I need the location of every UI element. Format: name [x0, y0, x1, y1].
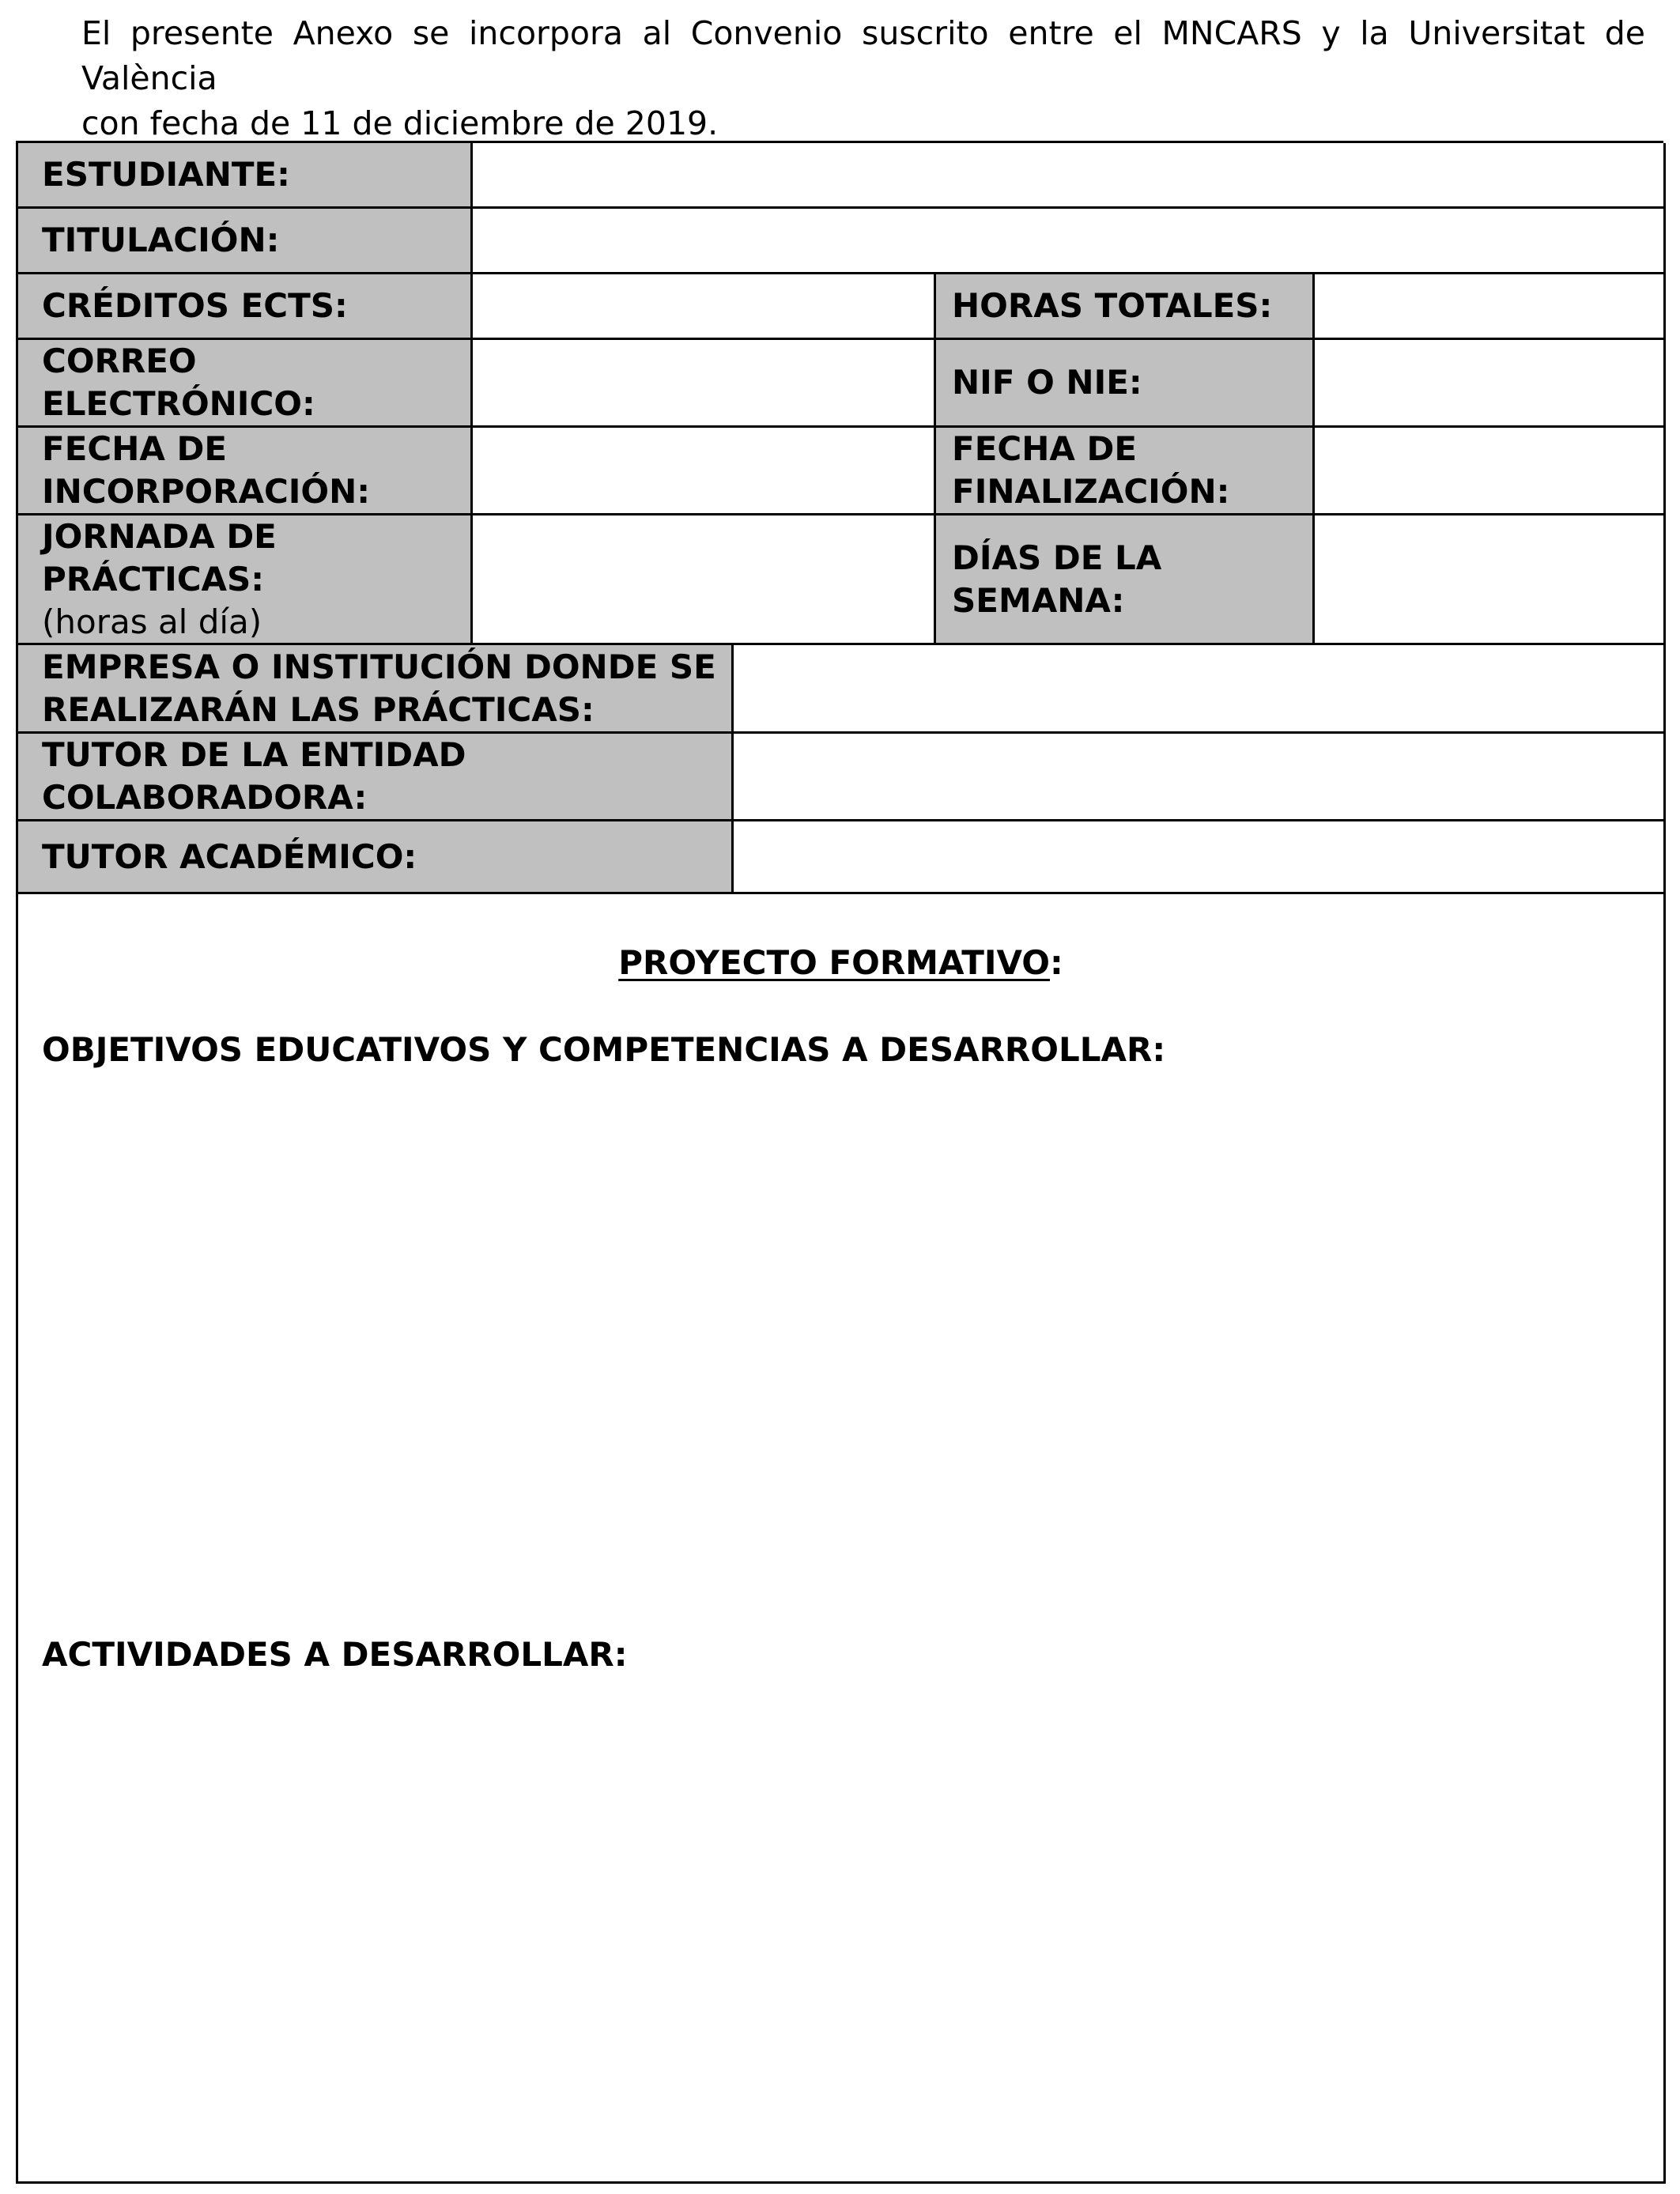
proyecto-formativo-title-text: PROYECTO FORMATIVO: [618, 943, 1050, 982]
nif-label-text: NIF O NIE:: [952, 363, 1142, 402]
fecha-finalizacion-field[interactable]: [1315, 428, 1666, 515]
horas-totales-label: [936, 274, 1315, 340]
jornada-label-note: (horas al día): [42, 602, 262, 641]
creditos-label: [18, 274, 473, 340]
practicas-form-table: [16, 141, 1663, 2184]
fecha-finalizacion-label-line-1: FECHA DE: [952, 429, 1138, 468]
tutor-entidad-field[interactable]: [734, 734, 1666, 821]
jornada-label-line-1: JORNADA DE: [42, 516, 277, 556]
fecha-incorporacion-field[interactable]: [473, 428, 936, 515]
objetivos-heading: OBJETIVOS EDUCATIVOS Y COMPETENCIAS A DESARROLLAR:: [42, 1030, 1166, 1069]
intro-paragraph: [81, 11, 1645, 146]
creditos-label-text: CRÉDITOS ECTS:: [42, 286, 348, 325]
proyecto-formativo-title: [18, 942, 1663, 984]
empresa-field[interactable]: [734, 645, 1666, 734]
tutor-entidad-label: [18, 734, 734, 821]
empresa-label-line-1: EMPRESA O INSTITUCIÓN DONDE SE: [42, 647, 716, 686]
tutor-entidad-label-line-1: TUTOR DE LA ENTIDAD: [42, 735, 466, 774]
tutor-academico-label: [18, 821, 734, 894]
titulacion-field[interactable]: [473, 209, 1666, 274]
titulacion-label: [18, 209, 473, 274]
jornada-label-line-2: PRÁCTICAS:: [42, 559, 265, 599]
correo-label: [18, 340, 473, 428]
dias-semana-label-line-1: DÍAS DE LA: [952, 538, 1162, 577]
proyecto-formativo-title-colon: :: [1049, 943, 1063, 982]
correo-label-line-1: CORREO: [42, 342, 197, 380]
fecha-finalizacion-label-line-2: FINALIZACIÓN:: [952, 472, 1230, 511]
proyecto-formativo-section[interactable]: [18, 894, 1666, 2184]
nif-field[interactable]: [1315, 340, 1666, 428]
intro-line-2: con fecha de 11 de diciembre de 2019.: [81, 104, 719, 142]
fecha-incorporacion-label-line-2: INCORPORACIÓN:: [42, 472, 371, 511]
jornada-label: [18, 515, 473, 645]
horas-totales-field[interactable]: [1315, 274, 1666, 340]
correo-field[interactable]: [473, 340, 936, 428]
intro-line-1: El presente Anexo se incorpora al Convenio suscrito entre el MNCARS y la Universitat de València: [81, 14, 1645, 97]
actividades-heading: ACTIVIDADES A DESARROLLAR:: [42, 1635, 628, 1674]
jornada-field[interactable]: [473, 515, 936, 645]
fecha-finalizacion-label: [936, 428, 1315, 515]
estudiante-label-text: ESTUDIANTE:: [42, 155, 290, 194]
tutor-entidad-label-line-2: COLABORADORA:: [42, 778, 368, 817]
tutor-academico-label-text: TUTOR ACADÉMICO:: [42, 836, 417, 876]
creditos-field[interactable]: [473, 274, 936, 340]
horas-totales-label-text: HORAS TOTALES:: [952, 286, 1273, 325]
estudiante-field[interactable]: [473, 143, 1666, 209]
fecha-incorporacion-label-line-1: FECHA DE: [42, 429, 228, 468]
empresa-label-line-2: REALIZARÁN LAS PRÁCTICAS:: [42, 689, 595, 729]
dias-semana-label-line-2: SEMANA:: [952, 580, 1125, 620]
fecha-incorporacion-label: [18, 428, 473, 515]
titulacion-label-text: TITULACIÓN:: [42, 221, 280, 259]
dias-semana-label: [936, 515, 1315, 645]
nif-label: [936, 340, 1315, 428]
correo-label-line-2: ELECTRÓNICO:: [42, 384, 315, 423]
tutor-academico-field[interactable]: [734, 821, 1666, 894]
estudiante-label: [18, 143, 473, 209]
dias-semana-field[interactable]: [1315, 515, 1666, 645]
empresa-label: [18, 645, 734, 734]
